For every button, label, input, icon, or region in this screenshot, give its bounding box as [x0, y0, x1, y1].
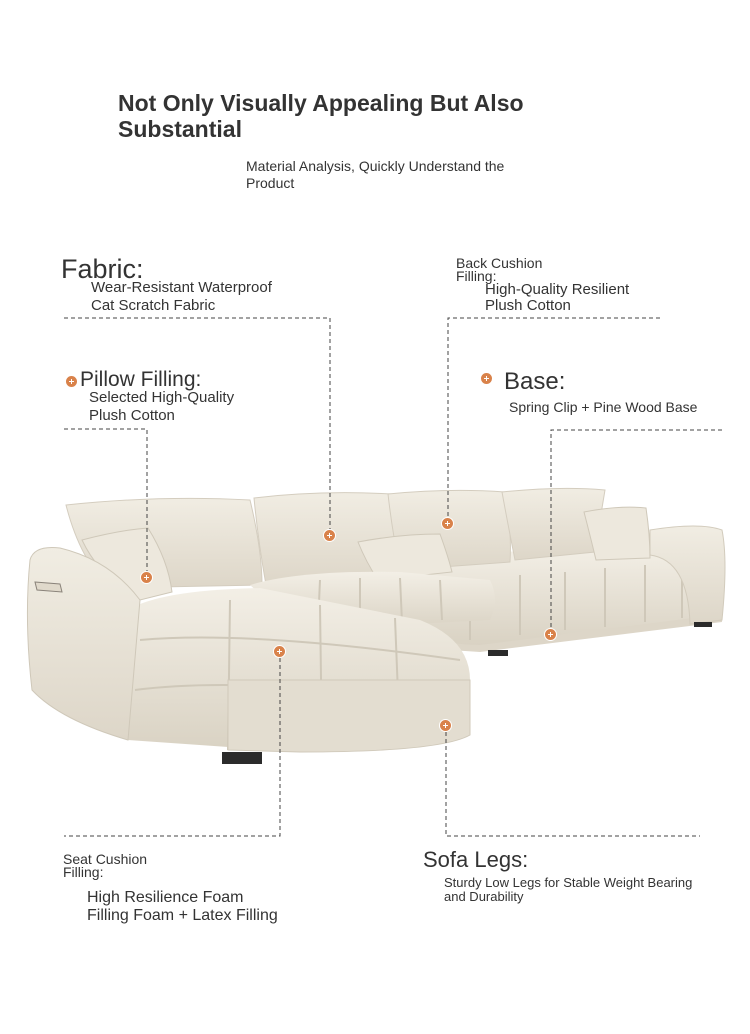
back-cushion-title-line2: Filling:: [456, 268, 497, 284]
seat-cushion-hotspot-marker[interactable]: [273, 645, 286, 658]
legs-leader-line: [446, 725, 700, 836]
back-cushion-title-line1: Back Cushion: [456, 255, 543, 271]
seat-cushion-desc-line1: High Resilience Foam: [87, 889, 244, 906]
pillow-title: Pillow Filling:: [80, 368, 202, 391]
seat-cushion-title-line1: Seat Cushion: [63, 851, 148, 867]
fabric-desc-line2: Cat Scratch Fabric: [91, 297, 216, 314]
pillow-title-marker: [65, 375, 78, 388]
legs-title: Sofa Legs:: [423, 847, 529, 872]
base-desc: Spring Clip + Pine Wood Base: [509, 399, 698, 415]
base-hotspot-marker[interactable]: [544, 628, 557, 641]
sofa-leg: [694, 622, 712, 627]
pillow-hotspot-marker[interactable]: [140, 571, 153, 584]
page-subtitle: Material Analysis, Quickly Understand the Product: [246, 158, 505, 191]
base-title: Base:: [504, 368, 566, 395]
legs-hotspot-marker[interactable]: [439, 719, 452, 732]
page-title: Not Only Visually Appealing But Also Substantial: [118, 90, 524, 142]
pillow-desc-line1: Selected High-Quality: [89, 389, 235, 406]
seat-cushion-desc-line2: Filling Foam + Latex Filling: [87, 907, 278, 924]
sofa-leg: [488, 650, 508, 656]
fabric-title: Fabric:: [61, 254, 144, 284]
base-title-marker: [480, 372, 493, 385]
legs-desc-line1: Sturdy Low Legs for Stable Weight Bearing: [444, 875, 693, 890]
legs-desc-line2: and Durability: [444, 889, 524, 904]
fabric-hotspot-marker[interactable]: [323, 529, 336, 542]
sofa-leg: [222, 752, 262, 764]
pillow-desc-line2: Plush Cotton: [89, 407, 175, 424]
back-cushion-desc-line1: High-Quality Resilient: [485, 281, 630, 298]
back-cushion-desc-line2: Plush Cotton: [485, 297, 571, 314]
fabric-desc-line1: Wear-Resistant Waterproof: [91, 279, 272, 296]
back-cushion-hotspot-marker[interactable]: [441, 517, 454, 530]
seat-cushion-title-line2: Filling:: [63, 864, 104, 880]
